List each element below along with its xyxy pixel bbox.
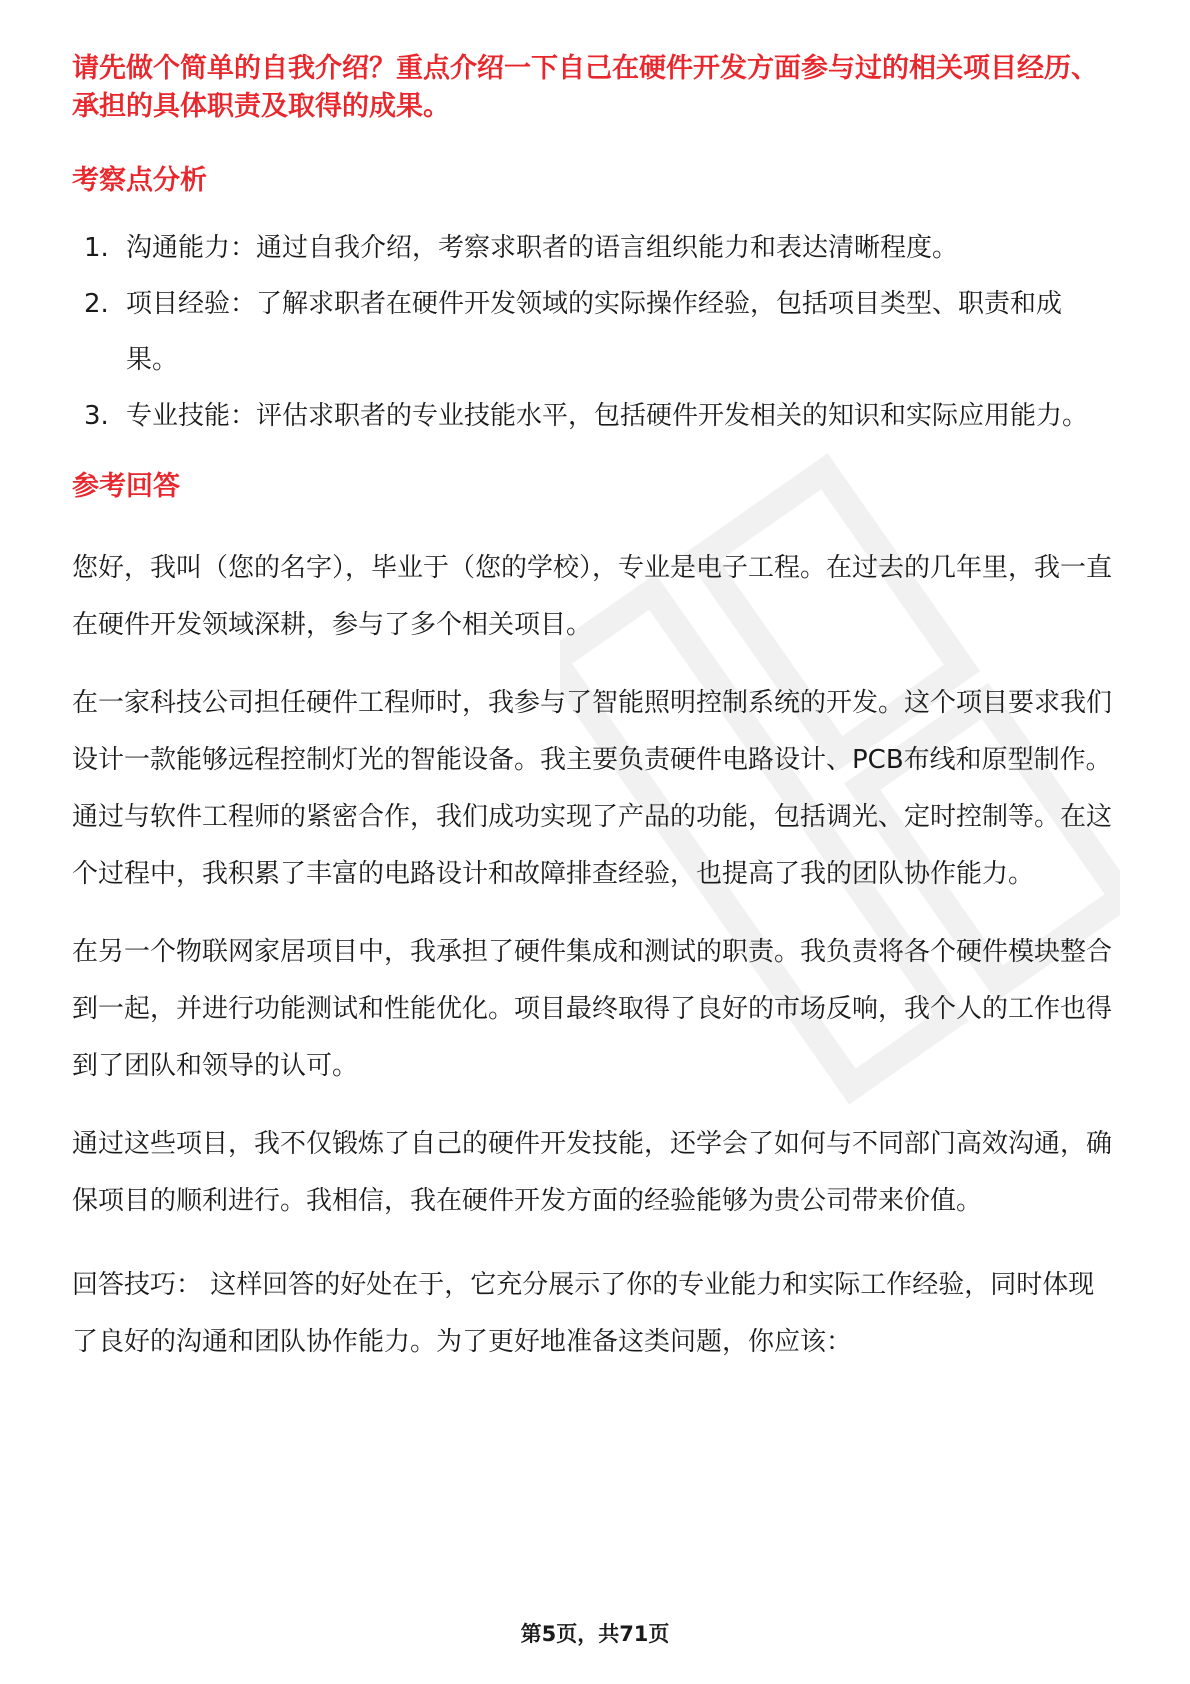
analysis-item (72, 276, 1112, 388)
page-number-footer: 第5页，共71页 (520, 1622, 670, 1646)
answer-paragraph: 在一家科技公司担任硬件工程师时，我参与了智能照明控制系统的开发。这个项目要求我们设计一款能够远程控制灯光的智能设备。我主要负责硬件电路设计、PCB布线和原型制作。通过与软件工程师的紧密合作，我们成功实现了产品的功能，包括调光、定时控制等。在这个过程中，我积累了丰富的电路设计和故障排查经验，也提高了我的团队协作能力。 (72, 688, 1113, 889)
analysis-section-title: 考察点分析 (72, 165, 207, 196)
answer-paragraph: 您好，我叫（您的名字），毕业于（您的学校），专业是电子工程。在过去的几年里，我一直在硬件开发领域深耕，参与了多个相关项目。 (72, 553, 1113, 640)
reference-section-title: 参考回答 (72, 471, 180, 502)
analysis-item-text: 沟通能力：通过自我介绍，考察求职者的语言组织能力和表达清晰程度。 (126, 233, 959, 263)
analysis-item (72, 220, 1112, 276)
answer-paragraph: 在另一个物联网家居项目中，我承担了硬件集成和测试的职责。我负责将各个硬件模块整合到一起，并进行功能测试和性能优化。项目最终取得了良好的市场反响，我个人的工作也得到了团队和领导的认可。 (72, 937, 1113, 1081)
analysis-item-text: 专业技能：评估求职者的专业技能水平，包括硬件开发相关的知识和实际应用能力。 (126, 401, 1089, 431)
list-number: 3. (84, 401, 109, 431)
list-number: 1. (84, 233, 109, 263)
analysis-item (72, 388, 1112, 444)
analysis-item-text: 项目经验：了解求职者在硬件开发领域的实际操作经验，包括项目类型、职责和成果。 (126, 289, 1063, 375)
question-heading: 请先做个简单的自我介绍？重点介绍一下自己在硬件开发方面参与过的相关项目经历、承担的具体职责及取得的成果。 (72, 53, 1098, 122)
answer-paragraph: 通过这些项目，我不仅锻炼了自己的硬件开发技能，还学会了如何与不同部门高效沟通，确保项目的顺利进行。我相信，我在硬件开发方面的经验能够为贵公司带来价值。 (72, 1129, 1113, 1216)
page-content (72, 50, 1112, 1371)
analysis-list (72, 220, 1112, 444)
list-number: 2. (84, 289, 109, 319)
answer-tips-paragraph: 回答技巧： 这样回答的好处在于，它充分展示了你的专业能力和实际工作经验，同时体现了良好的沟通和团队协作能力。为了更好地准备这类问题，你应该： (72, 1270, 1095, 1357)
